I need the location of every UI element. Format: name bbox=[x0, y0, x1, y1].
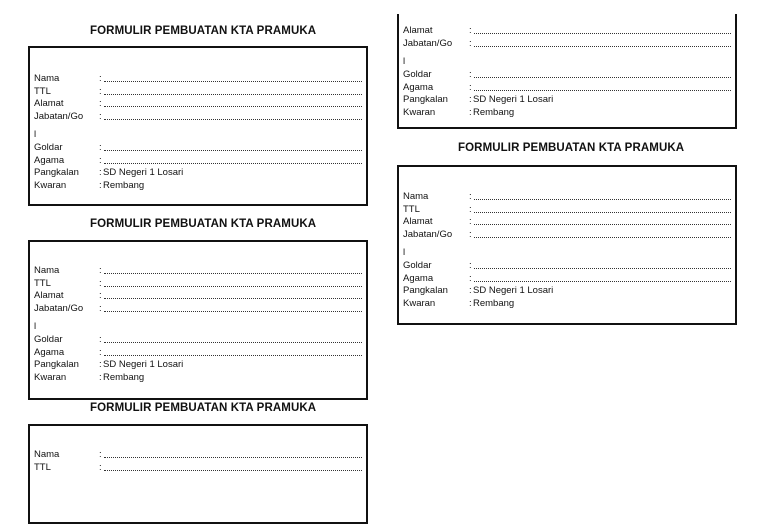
field-label: Kwaran bbox=[34, 179, 67, 191]
field-colon: : bbox=[469, 69, 472, 80]
field-colon: : bbox=[469, 81, 472, 93]
field-blank-line[interactable] bbox=[474, 281, 731, 282]
form-2-row-jabatan-cont bbox=[34, 321, 362, 333]
field-colon: : bbox=[469, 191, 472, 202]
field-blank-line[interactable] bbox=[474, 33, 731, 34]
form-1-row-goldar bbox=[34, 142, 362, 154]
form-1-row-pangkalan bbox=[34, 167, 362, 179]
field-label: Agama bbox=[34, 346, 65, 358]
form-1-title: FORMULIR PEMBUATAN KTA PRAMUKA bbox=[90, 25, 317, 37]
field-blank-line[interactable] bbox=[474, 77, 731, 78]
field-label: l bbox=[403, 247, 406, 258]
field-colon: : bbox=[99, 142, 102, 153]
field-label: l bbox=[403, 56, 406, 67]
field-label: Jabatan/Go bbox=[403, 228, 453, 240]
field-blank-line[interactable] bbox=[104, 273, 362, 274]
field-label: Nama bbox=[34, 73, 60, 84]
form-3-title: FORMULIR PEMBUATAN KTA PRAMUKA bbox=[90, 402, 317, 414]
field-blank-line[interactable] bbox=[104, 311, 362, 312]
field-label: Kwaran bbox=[403, 297, 436, 309]
field-label: Kwaran bbox=[403, 106, 436, 118]
field-blank-line[interactable] bbox=[104, 286, 362, 287]
field-label: Pangkalan bbox=[403, 94, 448, 105]
form-1-row-ttl bbox=[34, 86, 362, 98]
field-colon: : bbox=[99, 334, 102, 345]
field-colon: : bbox=[469, 272, 472, 284]
form-1-row-kwaran bbox=[34, 180, 362, 192]
field-label: Pangkalan bbox=[34, 359, 79, 370]
form-4-row-pangkalan bbox=[403, 94, 731, 106]
field-value: SD Negeri 1 Losari bbox=[473, 285, 554, 296]
field-colon: : bbox=[99, 73, 102, 84]
field-value: Rembang bbox=[103, 371, 145, 383]
form-4-row-kwaran bbox=[403, 107, 731, 119]
field-colon: : bbox=[469, 297, 472, 309]
field-value: SD Negeri 1 Losari bbox=[103, 359, 184, 370]
field-label: Goldar bbox=[403, 69, 432, 80]
form-5-row-jabatan bbox=[403, 229, 731, 241]
field-colon: : bbox=[469, 94, 472, 105]
field-colon: : bbox=[99, 98, 102, 109]
field-colon: : bbox=[469, 228, 472, 240]
form-2-row-ttl bbox=[34, 278, 362, 290]
form-4-row-alamat bbox=[403, 25, 731, 37]
form-5-row-ttl bbox=[403, 204, 731, 216]
field-colon: : bbox=[99, 449, 102, 460]
field-label: Nama bbox=[403, 191, 429, 202]
field-label: l bbox=[34, 321, 37, 332]
field-colon: : bbox=[99, 154, 102, 166]
form-2-row-agama bbox=[34, 347, 362, 359]
form-4-row-agama bbox=[403, 82, 731, 94]
field-label: TTL bbox=[34, 85, 51, 97]
form-5-row-nama bbox=[403, 191, 731, 203]
form-5-row-jabatan-cont bbox=[403, 247, 731, 259]
field-label: Alamat bbox=[403, 25, 433, 36]
form-5-title: FORMULIR PEMBUATAN KTA PRAMUKA bbox=[458, 142, 685, 154]
field-label: Agama bbox=[403, 81, 434, 93]
form-1-row-alamat bbox=[34, 98, 362, 110]
field-colon: : bbox=[99, 277, 102, 289]
field-blank-line[interactable] bbox=[104, 470, 362, 471]
form-5-row-agama bbox=[403, 273, 731, 285]
field-blank-line[interactable] bbox=[104, 106, 362, 107]
field-blank-line[interactable] bbox=[474, 237, 731, 238]
field-label: TTL bbox=[403, 203, 420, 215]
form-2-row-nama bbox=[34, 265, 362, 277]
form-3-row-nama bbox=[34, 449, 362, 461]
field-colon: : bbox=[469, 203, 472, 215]
field-colon: : bbox=[469, 216, 472, 227]
field-colon: : bbox=[469, 260, 472, 271]
field-value: SD Negeri 1 Losari bbox=[473, 94, 554, 105]
field-label: Alamat bbox=[403, 216, 433, 227]
field-label: Alamat bbox=[34, 290, 64, 301]
field-blank-line[interactable] bbox=[104, 298, 362, 299]
form-2-row-alamat bbox=[34, 290, 362, 302]
field-label: Pangkalan bbox=[403, 285, 448, 296]
field-label: Pangkalan bbox=[34, 167, 79, 178]
form-1-row-nama bbox=[34, 73, 362, 85]
field-label: Jabatan/Go bbox=[34, 302, 84, 314]
field-blank-line[interactable] bbox=[474, 224, 731, 225]
field-colon: : bbox=[99, 179, 102, 191]
field-blank-line[interactable] bbox=[104, 342, 362, 343]
field-label: Agama bbox=[403, 272, 434, 284]
field-colon: : bbox=[99, 110, 102, 122]
field-label: TTL bbox=[34, 277, 51, 289]
field-colon: : bbox=[469, 106, 472, 118]
field-blank-line[interactable] bbox=[474, 90, 731, 91]
field-colon: : bbox=[469, 37, 472, 49]
field-label: Goldar bbox=[403, 260, 432, 271]
field-blank-line[interactable] bbox=[104, 119, 362, 120]
form-2-title: FORMULIR PEMBUATAN KTA PRAMUKA bbox=[90, 218, 317, 230]
form-2-row-jabatan bbox=[34, 303, 362, 315]
field-colon: : bbox=[99, 461, 102, 473]
field-blank-line[interactable] bbox=[104, 94, 362, 95]
form-5-row-pangkalan bbox=[403, 285, 731, 297]
field-blank-line[interactable] bbox=[474, 46, 731, 47]
field-label: Alamat bbox=[34, 98, 64, 109]
field-label: Goldar bbox=[34, 142, 63, 153]
field-blank-line[interactable] bbox=[474, 268, 731, 269]
form-4-row-jabatan-cont bbox=[403, 56, 731, 68]
field-value: Rembang bbox=[473, 297, 515, 309]
field-value: Rembang bbox=[473, 106, 515, 118]
field-label: Goldar bbox=[34, 334, 63, 345]
form-2-row-goldar bbox=[34, 334, 362, 346]
form-2-row-pangkalan bbox=[34, 359, 362, 371]
field-value: Rembang bbox=[103, 179, 145, 191]
form-1-row-jabatan bbox=[34, 111, 362, 123]
field-colon: : bbox=[99, 85, 102, 97]
field-label: Jabatan/Go bbox=[403, 37, 453, 49]
field-label: Nama bbox=[34, 449, 60, 460]
field-blank-line[interactable] bbox=[474, 212, 731, 213]
form-1-row-jabatan-cont bbox=[34, 129, 362, 141]
field-blank-line[interactable] bbox=[104, 457, 362, 458]
field-value: SD Negeri 1 Losari bbox=[103, 167, 184, 178]
form-5-row-kwaran bbox=[403, 298, 731, 310]
field-colon: : bbox=[99, 167, 102, 178]
field-colon: : bbox=[99, 302, 102, 314]
field-blank-line[interactable] bbox=[104, 355, 362, 356]
field-colon: : bbox=[99, 346, 102, 358]
form-3-row-ttl bbox=[34, 462, 362, 474]
field-colon: : bbox=[99, 265, 102, 276]
form-2-row-kwaran bbox=[34, 372, 362, 384]
field-blank-line[interactable] bbox=[474, 199, 731, 200]
form-5-row-alamat bbox=[403, 216, 731, 228]
field-colon: : bbox=[99, 359, 102, 370]
field-label: Jabatan/Go bbox=[34, 110, 84, 122]
form-4-row-jabatan bbox=[403, 38, 731, 50]
field-label: TTL bbox=[34, 461, 51, 473]
field-colon: : bbox=[469, 25, 472, 36]
field-blank-line[interactable] bbox=[104, 81, 362, 82]
form-3-box bbox=[28, 424, 368, 524]
form-5-row-goldar bbox=[403, 260, 731, 272]
field-label: Nama bbox=[34, 265, 60, 276]
field-label: Kwaran bbox=[34, 371, 67, 383]
field-blank-line[interactable] bbox=[104, 163, 362, 164]
field-colon: : bbox=[99, 290, 102, 301]
field-blank-line[interactable] bbox=[104, 150, 362, 151]
field-colon: : bbox=[469, 285, 472, 296]
field-label: Agama bbox=[34, 154, 65, 166]
form-4-row-goldar bbox=[403, 69, 731, 81]
form-1-row-agama bbox=[34, 155, 362, 167]
field-label: l bbox=[34, 129, 37, 140]
field-colon: : bbox=[99, 371, 102, 383]
